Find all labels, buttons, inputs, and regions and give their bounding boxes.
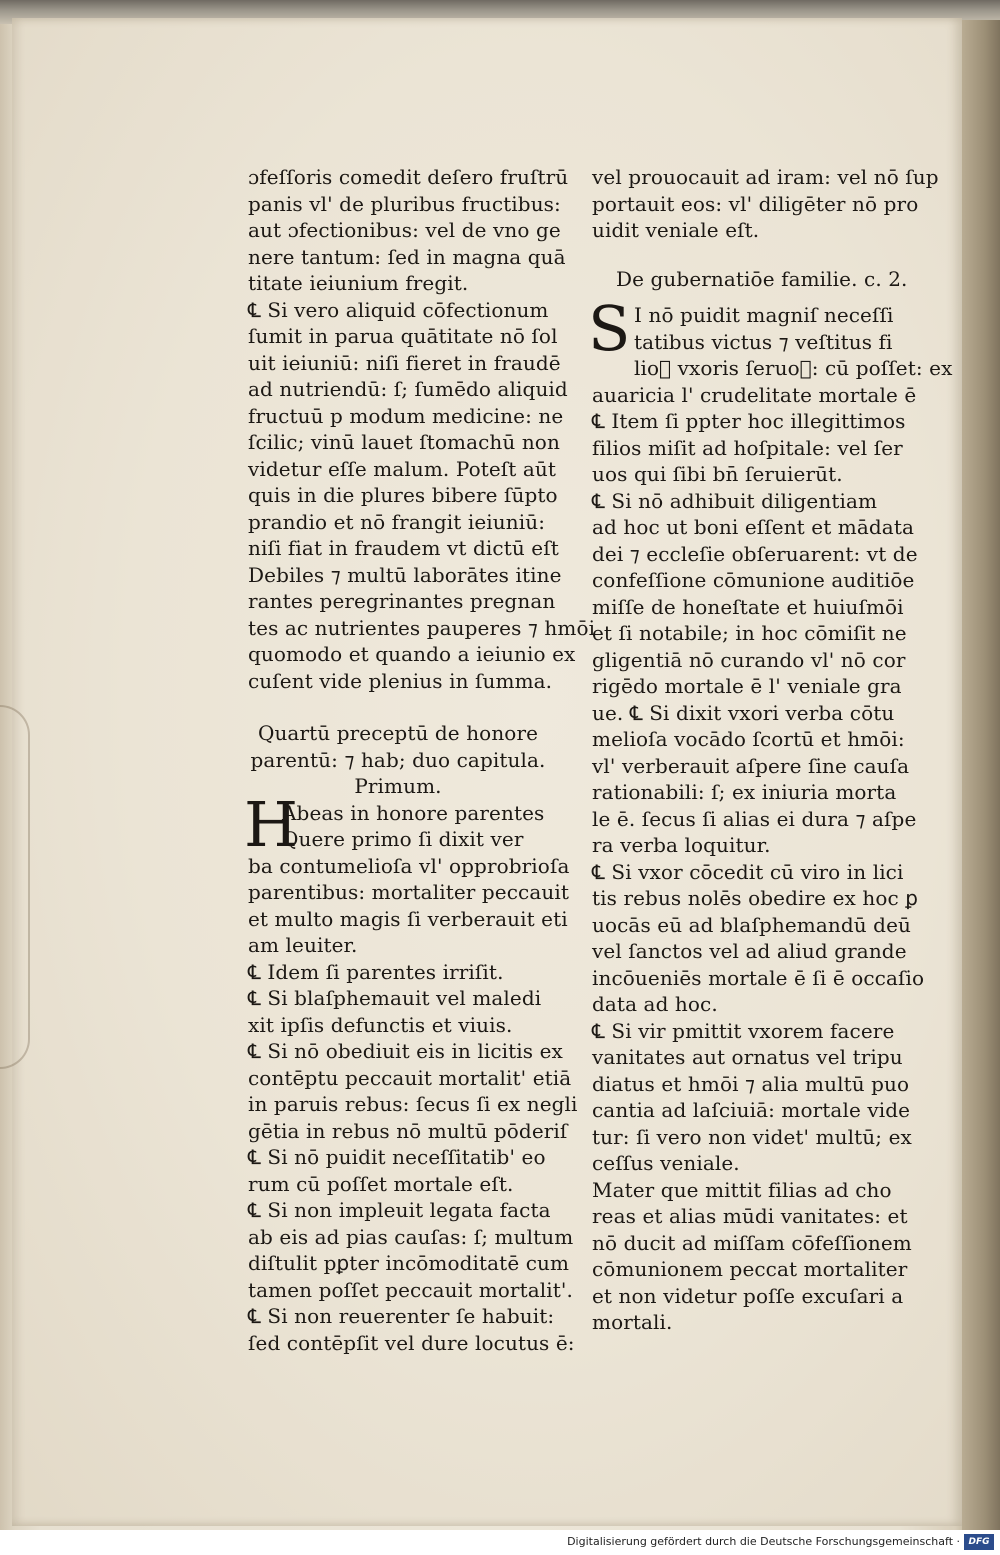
text-line: ℄ Si vero aliquid cōfectionum	[248, 297, 549, 322]
text-line: ab eis ad pias cauſas: ſ; multum	[248, 1224, 574, 1249]
text-line: niſi fiat in fraudem vt dictū eſt	[248, 536, 559, 560]
text-line: ℄ Si nō puidit neceſſitatib' eo	[248, 1145, 546, 1169]
text-line: ſcilic; vinū lauet ſtomachū non	[248, 430, 560, 454]
text-line: ad nutriendū: ſ; ſumēdo aliquid	[248, 377, 568, 401]
text-line: vel prouocauit ad iram: vel nō ſup	[592, 165, 939, 189]
text-line: miſſe de honeſtate et huiuſmōi	[592, 594, 904, 619]
drop-cap-initial: H	[244, 787, 299, 861]
text-line: nō ducit ad miſſam cōfeſſionem	[592, 1230, 912, 1255]
text-line: ra verba loquitur.	[592, 833, 771, 857]
text-line: nere tantum: ſed in magna quā	[248, 244, 566, 269]
text-line: vel ſanctos vel ad aliud grande	[592, 939, 907, 963]
text-line: ad hoc ut boni eſſent et mādata	[592, 515, 914, 539]
text-line: diſtulit pꝑter incōmoditatē cum	[248, 1251, 570, 1275]
text-line: xit ipſis defunctis et viuis.	[248, 1012, 513, 1037]
text-line: rum cū poſſet mortale eſt.	[248, 1171, 514, 1196]
text-line: cuſent vide plenius in ſumma.	[248, 668, 553, 693]
text-line: rigēdo mortale ē l' veniale gra	[592, 674, 902, 698]
text-line: quomodo et quando a ieiunio ex	[248, 642, 576, 666]
text-line: contēptu peccauit mortalit' etiā	[248, 1065, 572, 1090]
text-line: Mater que mittit filias ad cho	[592, 1177, 892, 1202]
text-line: ba contumelioſa vl' opprobrioſa	[248, 853, 570, 878]
text-line: ℄ Item ſi ppter hoc illegittimos	[592, 409, 906, 433]
text-line: panis vl' de pluribus fructibus:	[248, 191, 561, 216]
text-line: et ſi notabile; in hoc cōmiſit ne	[592, 621, 907, 645]
text-line: tur: ſi vero non videt' multū; ex	[592, 1124, 912, 1149]
text-line: ſed contēpſit vel dure locutus ē:	[248, 1330, 575, 1355]
section-heading: Quartū preceptū de honore	[257, 721, 539, 745]
text-line: reas et alias mūdi vanitates: et	[592, 1204, 908, 1228]
text-line: ɔfeſſoris comedit deſero fruſtrū	[248, 165, 569, 189]
text-line: vl' verberauit aſpere ſine cauſa	[592, 753, 910, 778]
drop-cap-initial: S	[588, 292, 631, 365]
text-line: uit ieiuniū: niſi fieret in fraudē	[248, 350, 561, 375]
text-line: gētia in rebus nō multū pōderiſ	[248, 1118, 568, 1143]
text-line: ℄ Si vxor cōcedit cū viro in lici	[592, 859, 904, 884]
text-line: auaricia l' crudelitate mortale ē	[592, 382, 917, 407]
text-line: portauit eos: vl' diligēter nō pro	[592, 191, 919, 216]
text-line: ceſſus veniale.	[592, 1151, 740, 1175]
text-line: lio᷑ vxoris ſeruo᷑: cū poſſet: ex	[634, 356, 953, 380]
text-line: tis rebus nolēs obedire ex hoc ꝑ	[592, 886, 919, 910]
initial-paragraph	[244, 787, 568, 861]
text-line: prandio et nō frangit ieiuniū:	[248, 509, 546, 534]
text-line: Debiles ⁊ multū laborātes itine	[248, 562, 562, 587]
text-line: tatibus victus ⁊ veſtitus fi	[634, 329, 893, 354]
right-text-column	[588, 164, 953, 1336]
text-line: ſumit in parua quātitate nō ſol	[248, 324, 558, 348]
text-line: mortali.	[592, 1310, 673, 1334]
initial-paragraph	[588, 292, 953, 382]
text-line: et non videtur poſſe excuſari a	[592, 1283, 904, 1308]
text-line: cōmunionem peccat mortaliter	[592, 1257, 908, 1281]
text-line: uocās eū ad blaſphemandū deū	[592, 912, 912, 937]
text-line: incōueniēs mortale ē ſi ē occaſio	[592, 965, 925, 990]
text-line: cantia ad laſciuiā: mortale vide	[592, 1098, 911, 1122]
text-line: rationabili: ſ; ex iniuria morta	[592, 780, 897, 804]
text-line: rantes peregrinantes pregnan	[248, 589, 556, 613]
left-text-column	[244, 164, 596, 1356]
text-line: et multo magis ſi verberauit eti	[248, 906, 568, 931]
text-line: aut ɔfectionibus: vel de vno ge	[248, 218, 561, 242]
text-line: ue. ℄ Si dixit vxori verba cōtu	[592, 700, 895, 725]
text-line: ℄ Si nō adhibuit diligentiam	[592, 488, 878, 513]
text-line: confeſſione cōmunione auditiōe	[592, 568, 915, 592]
text-line: videtur eſſe malum. Poteſt aūt	[248, 456, 557, 481]
text-line: quis in die plures bibere ſūpto	[248, 483, 558, 507]
text-line: uidit veniale eſt.	[592, 218, 760, 242]
text-line: ℄ Si blaſphemauit vel maledi	[248, 986, 542, 1010]
text-line: ℄ Si non reuerenter ſe habuit:	[248, 1304, 555, 1328]
dfg-logo: DFG	[964, 1534, 994, 1550]
text-line: am leuiter.	[248, 933, 358, 957]
text-line: ℄ Si non impleuit legata facta	[248, 1198, 551, 1222]
text-line: dei ⁊ eccleſie obſeruarent: vt de	[592, 541, 918, 566]
text-line: ℄ Idem ſi parentes irriſit.	[248, 959, 504, 984]
clasp-mark	[0, 705, 30, 1069]
text-line: in paruis rebus: ſecus ſi ex negli	[248, 1092, 578, 1116]
text-line: ℄ Si vir pmittit vxorem facere	[592, 1018, 895, 1043]
text-line: vanitates aut ornatus vel tripu	[592, 1045, 903, 1069]
section-heading: Primum.	[354, 774, 442, 798]
text-line: parentibus: mortaliter peccauit	[248, 880, 569, 904]
text-line: uos qui ſibi bn̄ ſeruierūt.	[592, 462, 843, 486]
text-line: data ad hoc.	[592, 992, 718, 1016]
text-line: Quere primo ſi dixit ver	[282, 827, 524, 851]
digitization-credit: Digitalisierung gefördert durch die Deutsche Forschungsgemeinschaft ·	[567, 1535, 960, 1548]
text-line: ℄ Si nō obediuit eis in licitis ex	[248, 1039, 563, 1063]
text-line: Abeas in honore parentes	[282, 800, 545, 825]
section-heading: De gubernatiōe familie. c. 2.	[616, 266, 908, 291]
text-line: tes ac nutrientes pauperes ⁊ hmōi	[248, 615, 596, 640]
text-line: gligentiā nō curando vl' nō cor	[592, 647, 906, 672]
text-line: I nō puidit magniſ neceſſi	[634, 303, 894, 327]
text-line: le ē. ſecus ſi alias ei dura ⁊ aſpe	[592, 806, 917, 831]
footer-bar	[0, 1530, 1000, 1555]
text-line: filios miſit ad hoſpitale: vel ſer	[592, 435, 903, 460]
book-fore-edge	[962, 20, 1000, 1530]
text-line: titate ieiunium fregit.	[248, 271, 469, 295]
text-line: diatus et hmōi ⁊ alia multū puo	[592, 1071, 910, 1096]
text-line: melioſa vocādo ſcortū et hmōi:	[592, 727, 905, 751]
text-line: fructuū p modum medicine: ne	[248, 403, 564, 428]
section-heading: parentū: ⁊ hab; duo capitula.	[250, 747, 546, 772]
text-line: tamen poſſet peccauit mortalit'.	[248, 1277, 573, 1302]
